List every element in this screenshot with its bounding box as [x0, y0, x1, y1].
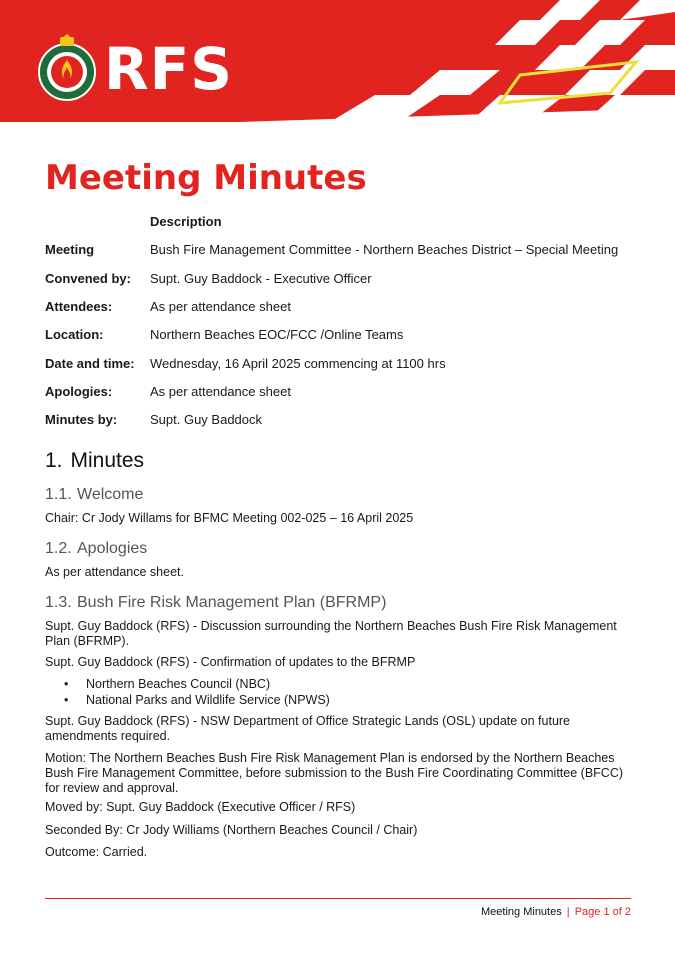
seconded-by-text: Seconded By: Cr Jody Williams (Northern Beaches Council / Chair)	[45, 823, 418, 837]
page-footer	[481, 905, 631, 919]
minutes-by-row	[45, 410, 645, 430]
row-value: Northern Beaches EOC/FCC /Online Teams	[150, 327, 404, 342]
outcome-text: Outcome: Carried.	[45, 845, 148, 859]
section-title: Minutes	[70, 449, 145, 472]
subsection-heading-welcome	[45, 484, 143, 506]
header-banner	[0, 0, 675, 122]
list-item-text: Northern Beaches Council (NBC)	[86, 677, 271, 691]
attendees-row	[45, 297, 645, 317]
row-label: Meeting	[45, 242, 95, 257]
subsection-number: 1.1.	[45, 486, 72, 503]
apologies-row	[45, 382, 645, 402]
subsection-number: 1.3.	[45, 594, 72, 611]
bfrmp-confirmation-text: Supt. Guy Baddock (RFS) - Confirmation of updates to the BFRMP	[45, 655, 416, 669]
row-label: Minutes by:	[45, 412, 118, 427]
convened-by-row	[45, 269, 645, 289]
section-heading-minutes	[45, 446, 144, 476]
row-value: Bush Fire Management Committee - Northern Beaches District – Special Meeting	[150, 242, 619, 257]
section-number: 1.	[45, 449, 63, 472]
row-label: Date and time:	[45, 356, 135, 371]
footer-divider	[45, 898, 631, 899]
row-label: Attendees:	[45, 299, 113, 314]
bullet-icon: •	[64, 693, 69, 707]
bullet-icon: •	[64, 677, 69, 691]
bfrmp-updates-list	[62, 676, 330, 708]
location-row	[45, 325, 645, 345]
list-item-text: National Parks and Wildlife Service (NPWS)	[86, 693, 330, 707]
footer-document-name: Meeting Minutes	[481, 906, 562, 918]
bfrmp-osl-text: Supt. Guy Baddock (RFS) - NSW Department of Office Strategic Lands (OSL) update on future amendments required.	[45, 714, 571, 743]
subsection-heading-bfrmp	[45, 592, 386, 614]
subsection-title: Welcome	[77, 486, 144, 503]
rfs-logo-wordmark: RFS	[104, 35, 234, 103]
welcome-text: Chair: Cr Jody Willams for BFMC Meeting 002-025 – 16 April 2025	[45, 511, 414, 525]
apologies-text: As per attendance sheet.	[45, 565, 184, 579]
bfrmp-discussion-text: Supt. Guy Baddock (RFS) - Discussion surrounding the Northern Beaches Bush Fire Risk Management Plan (BFRMP).	[45, 619, 617, 648]
subsection-heading-apologies	[45, 538, 147, 560]
subsection-title: Apologies	[77, 540, 148, 557]
meeting-row	[45, 240, 645, 260]
row-value: Supt. Guy Baddock	[150, 412, 263, 427]
date-time-row	[45, 354, 645, 374]
row-label: Location:	[45, 327, 104, 342]
page-title: Meeting Minutes	[45, 158, 367, 198]
footer-page-number: Page 1 of 2	[574, 906, 631, 918]
subsection-number: 1.2.	[45, 540, 72, 557]
list-item	[62, 692, 330, 708]
row-value: As per attendance sheet	[150, 384, 291, 399]
row-value: Wednesday, 16 April 2025 commencing at 1100 hrs	[150, 356, 446, 371]
nsw-rfs-crest-icon	[36, 34, 98, 104]
description-column-header: Description	[150, 214, 222, 229]
row-value: Supt. Guy Baddock - Executive Officer	[150, 271, 372, 286]
subsection-title: Bush Fire Risk Management Plan (BFRMP)	[77, 594, 387, 611]
row-label: Convened by:	[45, 271, 131, 286]
moved-by-text: Moved by: Supt. Guy Baddock (Executive Officer / RFS)	[45, 800, 356, 814]
row-label: Apologies:	[45, 384, 113, 399]
footer-separator: |	[566, 906, 570, 918]
motion-text: Motion: The Northern Beaches Bush Fire Risk Management Plan is endorsed by the Northern Beaches Bush Fire Management Committee, before submission to the Bush Fire Coordinating Committee (BFCC) for review and approval.	[45, 751, 624, 795]
chequered-banner-graphic	[0, 0, 675, 122]
row-value: As per attendance sheet	[150, 299, 291, 314]
list-item	[62, 676, 330, 692]
